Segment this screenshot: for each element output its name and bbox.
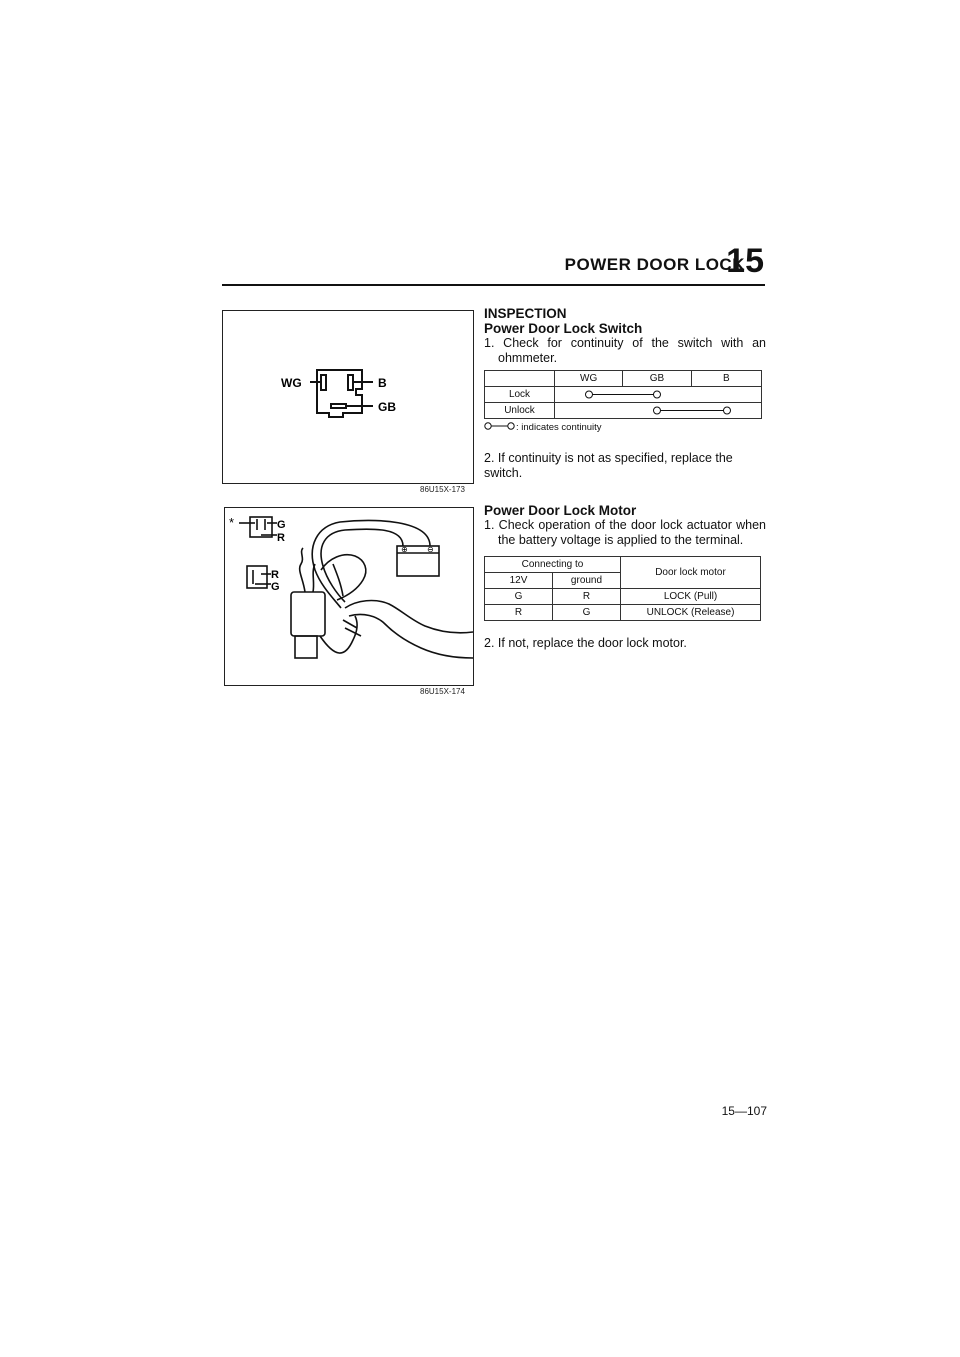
figure-motor-test — [224, 507, 474, 686]
figure-1-caption: 86U15X-173 — [420, 485, 465, 494]
connector-label-star: * — [229, 515, 235, 530]
inspection-section — [484, 306, 766, 366]
continuity-legend-icon — [484, 421, 516, 431]
connector-drawing — [223, 311, 473, 483]
table-header-gb: GB — [623, 371, 691, 387]
unlock-continuity-cell — [555, 403, 762, 419]
table-row — [485, 403, 762, 419]
battery-minus-icon: ⊖ — [427, 545, 434, 554]
figure-2-caption: 86U15X-174 — [420, 687, 465, 696]
switch-step-2: 2. If continuity is not as specified, replace the switch. — [484, 451, 733, 480]
motor-step-2: 2. If not, replace the door lock motor. — [484, 636, 687, 650]
table-header-connecting-to: Connecting to — [485, 557, 621, 573]
switch-subheading: Power Door Lock Switch — [484, 321, 643, 336]
lock-continuity-cell — [555, 387, 762, 403]
continuity-table — [484, 370, 762, 419]
connector-label-gb: GB — [378, 400, 396, 414]
table-row-label-unlock: Unlock — [485, 403, 555, 419]
table-cell: R — [485, 605, 553, 621]
table-header-door-lock-motor: Door lock motor — [621, 557, 761, 589]
connector-label-g1: G — [277, 519, 286, 531]
motor-test-drawing — [225, 508, 473, 685]
table-cell: G — [553, 605, 621, 621]
table-header-empty — [485, 371, 555, 387]
motor-table-wrap — [484, 556, 761, 621]
table-row — [485, 605, 761, 621]
connector-label-b: B — [378, 376, 387, 390]
continuity-table-wrap — [484, 370, 762, 419]
continuity-note-text: : indicates continuity — [516, 422, 602, 433]
table-cell: G — [485, 589, 553, 605]
table-header-12v: 12V — [485, 573, 553, 589]
table-header-ground: ground — [553, 573, 621, 589]
table-row — [485, 557, 761, 573]
connector-label-g2: G — [271, 581, 280, 593]
table-header-b: B — [691, 371, 761, 387]
table-row — [485, 387, 762, 403]
connector-label-r2: R — [271, 569, 279, 581]
motor-heading: Power Door Lock Motor — [484, 503, 637, 518]
table-row-label-lock: Lock — [485, 387, 555, 403]
header-rule — [222, 284, 765, 286]
section-number: 15 — [726, 242, 764, 280]
table-header-wg: WG — [555, 371, 623, 387]
inspection-heading: INSPECTION — [484, 306, 567, 321]
table-cell: LOCK (Pull) — [621, 589, 761, 605]
lock-continuity-icon — [555, 387, 761, 402]
motor-operation-table — [484, 556, 761, 621]
figure-switch-connector — [222, 310, 474, 484]
switch-step-1: 1. Check for continuity of the switch with an ohmmeter. — [484, 336, 766, 365]
unlock-continuity-icon — [555, 403, 761, 418]
page-number: 15—107 — [721, 1104, 767, 1118]
table-row — [485, 371, 762, 387]
motor-step-1: 1. Check operation of the door lock actuator when the battery voltage is applied to the terminal. — [484, 518, 766, 547]
table-cell: UNLOCK (Release) — [621, 605, 761, 621]
table-row — [485, 589, 761, 605]
motor-section — [484, 503, 766, 548]
table-cell: R — [553, 589, 621, 605]
connector-label-wg: WG — [281, 376, 302, 390]
battery-plus-icon: ⊕ — [401, 545, 408, 554]
section-title: POWER DOOR LOCK — [564, 255, 745, 274]
connector-label-r1: R — [277, 532, 285, 544]
continuity-note — [484, 421, 602, 433]
